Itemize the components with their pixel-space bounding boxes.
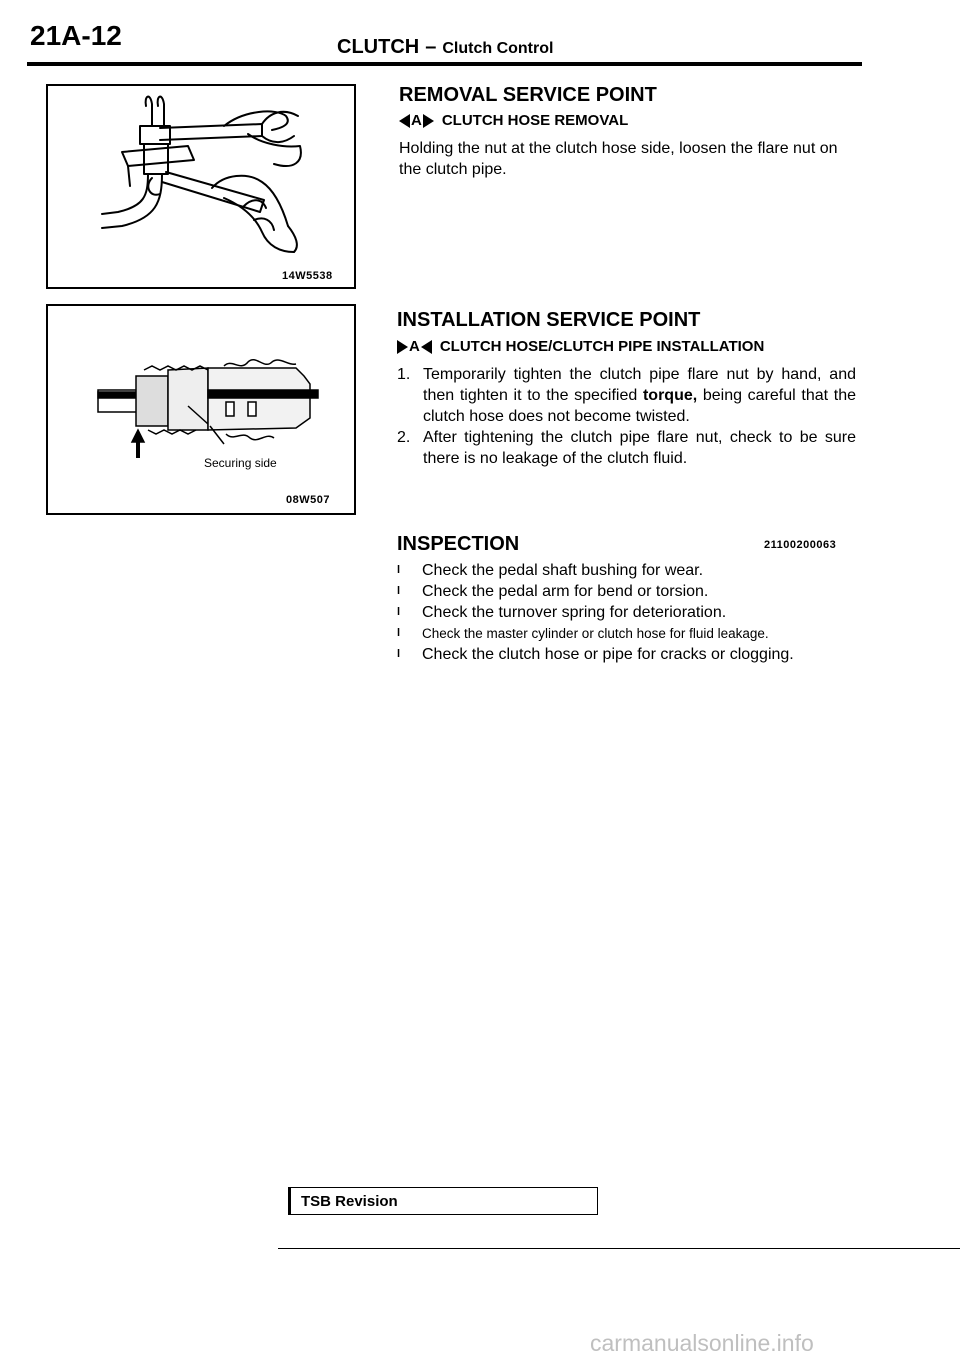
subheading-label: CLUTCH HOSE REMOVAL (441, 112, 629, 129)
item-text: Check the pedal shaft bushing for wear. (422, 562, 704, 579)
bullet-icon: l (397, 564, 401, 576)
item-text: Check the master cylinder or clutch hose for fluid leakage. (422, 626, 769, 641)
installation-subheading (397, 338, 764, 355)
marker-letter: A (409, 338, 420, 355)
watermark: carmanualsonline.info (590, 1330, 814, 1356)
removal-heading: REMOVAL SERVICE POINT (399, 84, 657, 106)
triangle-left-icon (399, 114, 410, 128)
bullet-icon: l (397, 606, 401, 618)
revision-label: TSB Revision (301, 1193, 398, 1210)
bullet-icon: l (397, 648, 401, 660)
triangle-right-icon (397, 340, 408, 354)
header-rule (27, 62, 862, 66)
installation-steps (397, 364, 856, 469)
footer-rule (278, 1248, 960, 1249)
triangle-left-icon (421, 340, 432, 354)
list-item (397, 427, 856, 469)
wrench-illustration (48, 86, 354, 287)
subheading-label: CLUTCH HOSE/CLUTCH PIPE INSTALLATION (439, 338, 765, 355)
item-text: Check the turnover spring for deterioration. (422, 604, 727, 621)
cross-section-illustration (48, 306, 354, 513)
page-number: 21A-12 (30, 20, 122, 51)
page-title (337, 36, 553, 59)
title-subtitle: Clutch Control (442, 40, 554, 57)
title-main: CLUTCH (337, 36, 420, 58)
list-item (397, 644, 867, 665)
item-text: Check the pedal arm for bend or torsion. (422, 583, 709, 600)
step-text: After tightening the clutch pipe flare nut, check to be sure there is no leakage of the clutch fluid. (423, 429, 856, 467)
service-marker (399, 112, 434, 129)
figure-hose-removal (46, 84, 356, 289)
bullet-icon: l (397, 627, 401, 639)
removal-subheading (399, 112, 628, 129)
title-dash: – (425, 36, 437, 58)
step-text: being careful that the clutch hose does not become twisted. (423, 387, 856, 425)
list-item (397, 623, 867, 644)
list-item (397, 560, 867, 581)
inspection-heading: INSPECTION (397, 533, 520, 555)
triangle-right-icon (423, 114, 434, 128)
removal-text: Holding the nut at the clutch hose side, loosen the flare nut on the clutch pipe. (399, 140, 838, 178)
service-marker (397, 338, 432, 355)
item-text: Check the clutch hose or pipe for cracks or clogging. (422, 646, 794, 663)
figure-code: 08W507 (286, 494, 330, 506)
inspection-list (397, 560, 867, 665)
marker-letter: A (411, 112, 422, 129)
step-text: Temporarily tighten the clutch pipe flare nut by hand, and then tighten it to the specified (423, 366, 856, 404)
step-emphasis: torque, (642, 387, 698, 404)
bullet-icon: l (397, 585, 401, 597)
figure-code: 14W5538 (282, 270, 333, 282)
step-number: 2. (397, 429, 411, 446)
figure-label: Securing side (204, 456, 277, 470)
list-item (397, 364, 856, 427)
step-number: 1. (397, 366, 411, 383)
list-item (397, 602, 867, 623)
list-item (397, 581, 867, 602)
installation-heading: INSTALLATION SERVICE POINT (397, 309, 701, 331)
revision-box (288, 1187, 598, 1215)
figure-pipe-installation (46, 304, 356, 515)
inspection-code: 21100200063 (764, 539, 837, 551)
